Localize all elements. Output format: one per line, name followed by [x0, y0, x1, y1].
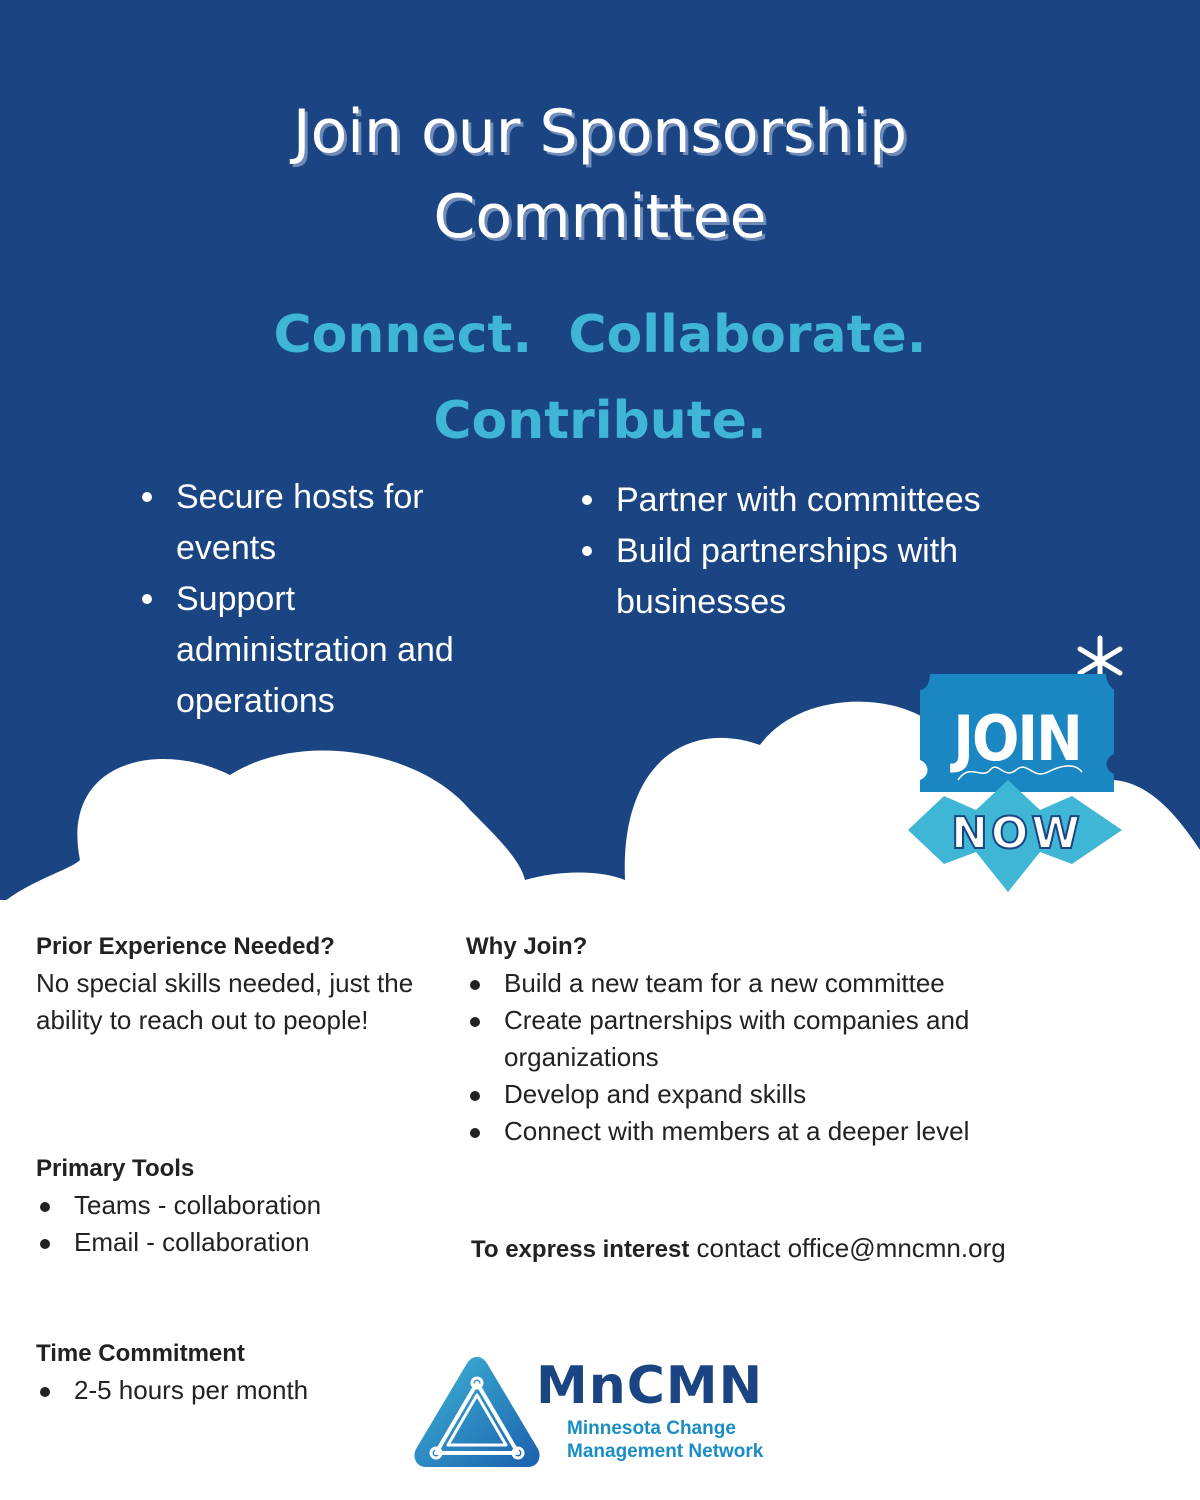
- brand-name: MnCMN: [536, 1356, 764, 1416]
- list-item: Build partnerships with businesses: [578, 526, 1098, 628]
- hero-bullets-right: [578, 475, 1098, 628]
- tagline-line-1: Connect. Collaborate.: [273, 305, 927, 365]
- time-list: [36, 1372, 436, 1409]
- list-item: Support administration and operations: [138, 574, 498, 727]
- list-item: Build a new team for a new committee: [466, 965, 1146, 1002]
- list-item: Connect with members at a deeper level: [466, 1113, 1146, 1150]
- time-section: [36, 1335, 436, 1409]
- why-join-list: [466, 965, 1146, 1150]
- why-join-heading: Why Join?: [466, 933, 588, 960]
- tools-list: [36, 1187, 436, 1261]
- hero-bullets-left: [138, 472, 498, 727]
- list-item: Teams - collaboration: [36, 1187, 436, 1224]
- join-text: JOIN: [953, 702, 1081, 775]
- title-line-1: Join our Sponsorship: [292, 97, 908, 167]
- list-item: Create partnerships with companies and organizations: [466, 1002, 1064, 1076]
- page-title: [0, 90, 1200, 260]
- list-item: 2-5 hours per month: [36, 1372, 436, 1409]
- brand-subtitle: [567, 1417, 763, 1463]
- contact-email-text[interactable]: contact office@mncmn.org: [689, 1233, 1006, 1263]
- list-item: Develop and expand skills: [466, 1076, 1146, 1113]
- tools-section: [36, 1150, 436, 1261]
- title-line-2: Committee: [433, 182, 767, 252]
- list-item: Email - collaboration: [36, 1224, 436, 1261]
- join-now-badge[interactable]: [900, 630, 1130, 900]
- why-join-section: [466, 928, 1146, 1150]
- tagline: [0, 292, 1200, 464]
- list-item: Partner with committees: [578, 475, 1098, 526]
- experience-section: [36, 928, 416, 1039]
- tools-heading: Primary Tools: [36, 1155, 195, 1182]
- mncmn-logo-icon: [410, 1353, 544, 1471]
- brand-subtitle-line-1: Minnesota Change: [567, 1418, 736, 1439]
- list-item: Secure hosts for events: [138, 472, 498, 574]
- experience-heading: Prior Experience Needed?: [36, 933, 335, 960]
- experience-text: No special skills needed, just the ability to reach out to people!: [36, 968, 414, 1035]
- brand-subtitle-line-2: Management Network: [567, 1441, 764, 1462]
- time-heading: Time Commitment: [36, 1340, 245, 1367]
- contact-bold: To express interest: [471, 1236, 690, 1263]
- tagline-line-2: Contribute.: [433, 391, 767, 451]
- contact-line: [471, 1230, 1171, 1268]
- now-text: NOW: [951, 808, 1083, 859]
